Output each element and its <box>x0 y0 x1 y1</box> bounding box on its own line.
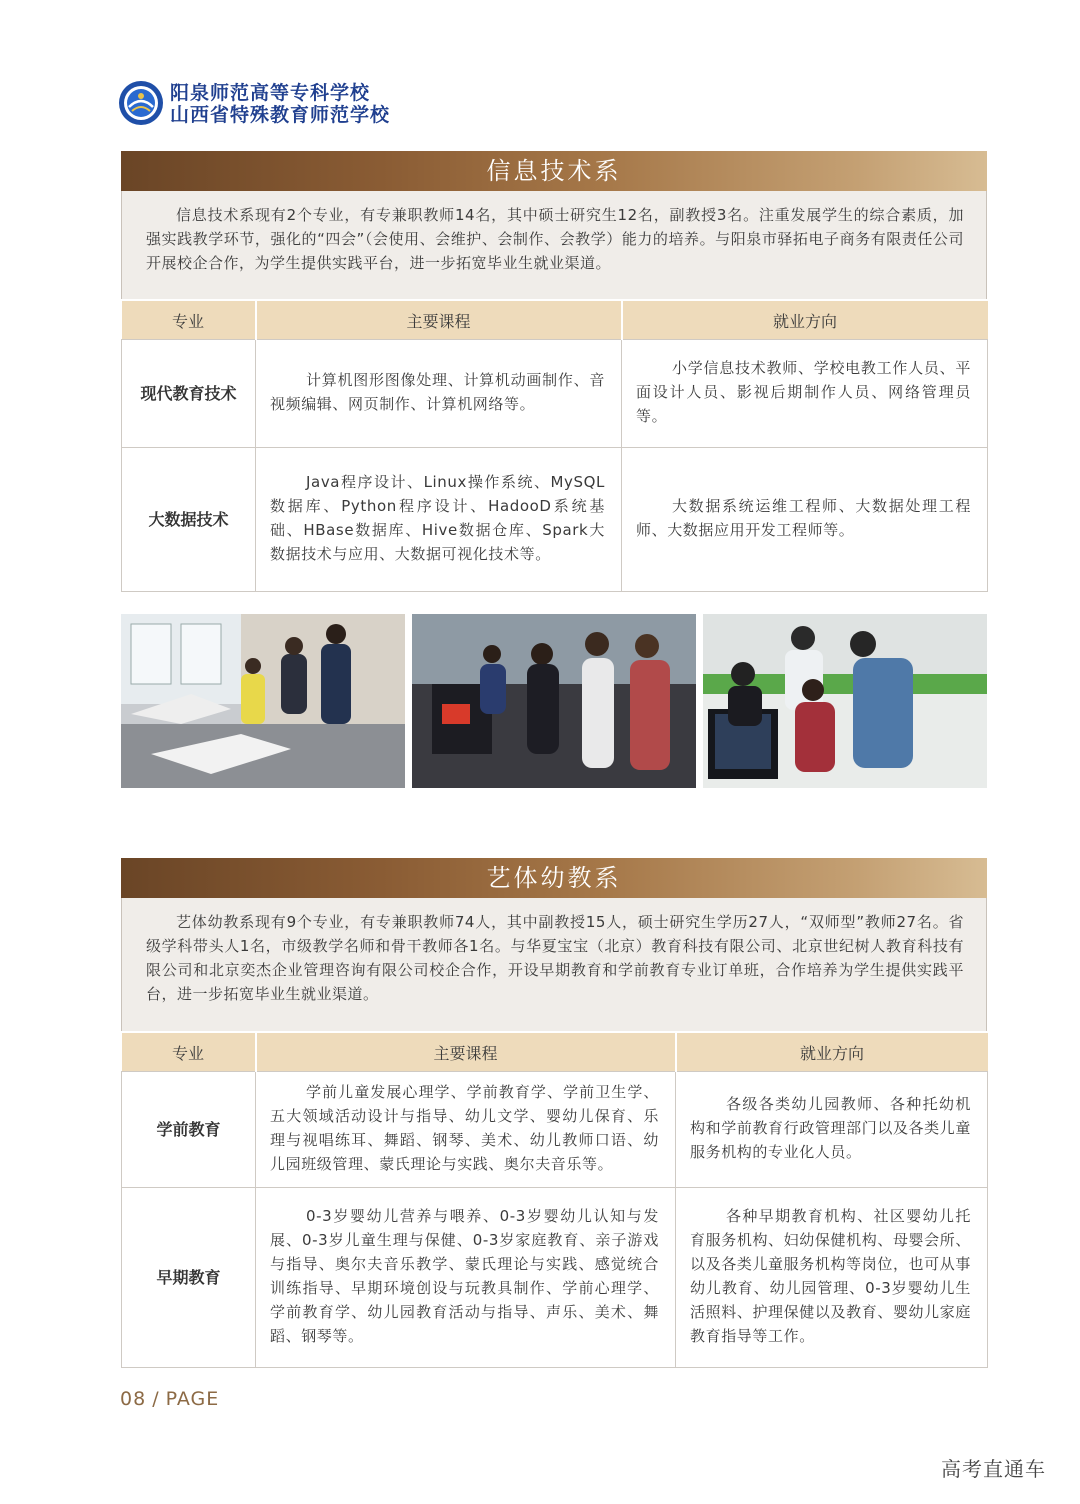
photo-3d-printer-class <box>412 614 696 788</box>
section-arts-preschool <box>121 858 987 1368</box>
header-careers: 就业方向 <box>622 300 988 340</box>
major-careers: 小学信息技术教师、学校电教工作人员、平面设计人员、影视后期制作人员、网络管理员等。 <box>622 340 988 448</box>
page-label: PAGE <box>165 1388 220 1410</box>
major-careers: 各级各类幼儿园教师、各种托幼机构和学前教育行政管理部门以及各类儿童服务机构的专业化人员。 <box>676 1072 988 1188</box>
watermark: 高考直通车 <box>941 1457 1046 1481</box>
header-courses: 主要课程 <box>256 1032 676 1072</box>
school-emblem-icon <box>118 80 164 126</box>
page-number <box>120 1388 219 1410</box>
major-courses: 学前儿童发展心理学、学前教育学、学前卫生学、五大领域活动设计与指导、幼儿文学、婴幼儿保育、乐理与视唱练耳、舞蹈、钢琴、美术、幼儿教师口语、幼儿园班级管理、蒙氏理论与实践、奥尔夫音乐等。 <box>256 1072 676 1188</box>
school-name-line1: 阳泉师范高等专科学校 <box>170 82 371 104</box>
page-number-slash: / <box>152 1388 160 1410</box>
major-courses: 0-3岁婴幼儿营养与喂养、0-3岁婴幼儿认知与发展、0-3岁儿童生理与保健、0-3岁家庭教育、亲子游戏与指导、奥尔夫音乐教学、蒙氏理论与实践、感觉统合训练指导、早期环境创设与玩教具制作、学前心理学、学前教育学、幼儿园教育活动与指导、声乐、美术、舞蹈、钢琴等。 <box>256 1188 676 1368</box>
major-table <box>121 1031 988 1368</box>
section-title: 艺体幼教系 <box>121 858 987 898</box>
major-careers: 各种早期教育机构、社区婴幼儿托育服务机构、妇幼保健机构、母婴会所、以及各类儿童服务机构等岗位，也可从事幼儿教育、幼儿园管理、0-3岁婴幼儿生活照料、护理保健以及教育、婴幼儿家庭教育指导等工作。 <box>676 1188 988 1368</box>
school-names <box>170 82 390 126</box>
header-careers: 就业方向 <box>676 1032 988 1072</box>
school-name-line2: 山西省特殊教育师范学校 <box>170 104 391 126</box>
photo-computer-lab <box>703 614 987 788</box>
major-name: 早期教育 <box>122 1188 256 1368</box>
table-header-row <box>122 300 988 340</box>
table-row <box>122 448 988 592</box>
photo-strip <box>121 614 987 788</box>
section-title: 信息技术系 <box>121 151 987 191</box>
major-name: 现代教育技术 <box>122 340 256 448</box>
major-courses: Java程序设计、Linux操作系统、MySQL数据库、Python程序设计、HadooD系统基础、HBase数据库、Hive数据仓库、Spark大数据技术与应用、大数据可视化技术等。 <box>256 448 622 592</box>
section-information-technology <box>121 151 987 592</box>
major-table <box>121 299 988 592</box>
table-row <box>122 1072 988 1188</box>
section-intro: 艺体幼教系现有9个专业，有专兼职教师74人，其中副教授15人，硕士研究生学历27人，“双师型”教师27名。省级学科带头人1名，市级教学名师和骨干教师各1名。与华夏宝宝（北京）教育科技有限公司、北京世纪树人教育科技有限公司和北京奕杰企业管理咨询有限公司校企合作，开设早期教育和学前教育专业订单班，合作培养为学生提供实践平台，进一步拓宽毕业生就业渠道。 <box>121 898 987 1031</box>
header-major: 专业 <box>122 300 256 340</box>
header-major: 专业 <box>122 1032 256 1072</box>
table-header-row <box>122 1032 988 1072</box>
major-courses: 计算机图形图像处理、计算机动画制作、音视频编辑、网页制作、计算机网络等。 <box>256 340 622 448</box>
table-row <box>122 340 988 448</box>
header-courses: 主要课程 <box>256 300 622 340</box>
major-careers: 大数据系统运维工程师、大数据处理工程师、大数据应用开发工程师等。 <box>622 448 988 592</box>
major-name: 学前教育 <box>122 1072 256 1188</box>
photo-aircraft-models <box>121 614 405 788</box>
section-intro: 信息技术系现有2个专业，有专兼职教师14名，其中硕士研究生12名，副教授3名。注重发展学生的综合素质，加强实践教学环节，强化的“四会”（会使用、会维护、会制作、会教学）能力的培养。与阳泉市驿拓电子商务有限责任公司开展校企合作，为学生提供实践平台，进一步拓宽毕业生就业渠道。 <box>121 191 987 299</box>
page-number-value: 08 <box>120 1388 147 1410</box>
table-row <box>122 1188 988 1368</box>
major-name: 大数据技术 <box>122 448 256 592</box>
